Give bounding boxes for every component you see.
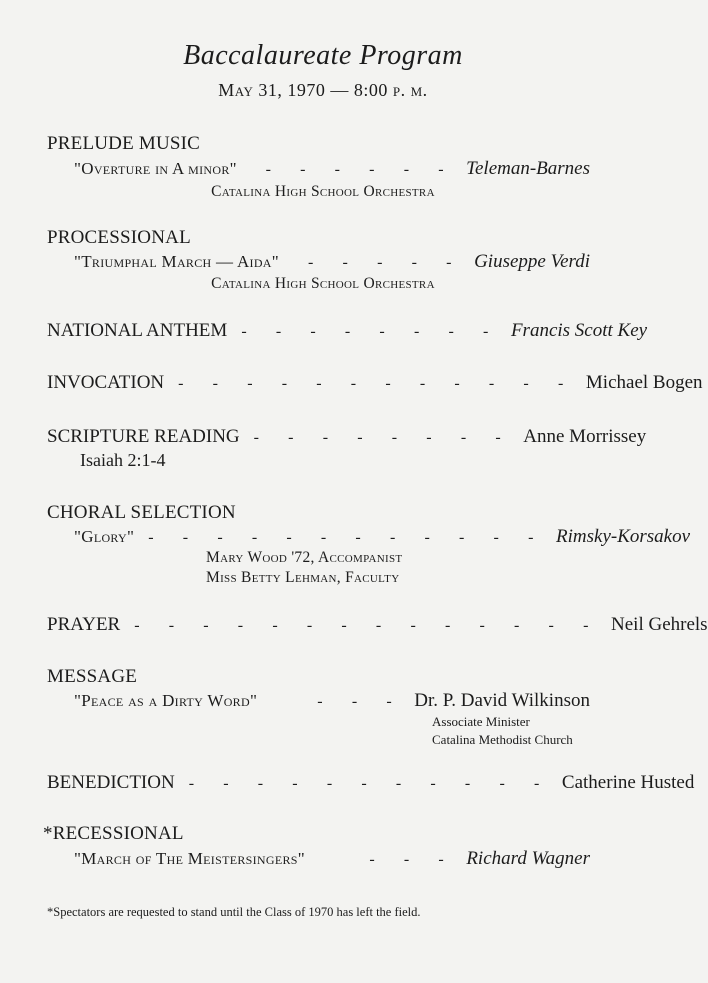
- processional-piece: "Triumphal March — Aida": [74, 252, 280, 271]
- leader-dots: - - - - - - - - - - -: [188, 775, 552, 792]
- anthem-composer: Francis Scott Key: [510, 320, 648, 341]
- message-person: Dr. P. David Wilkinson: [414, 690, 590, 711]
- processional-heading: PROCESSIONAL: [47, 227, 191, 248]
- prelude-composer: Teleman-Barnes: [466, 158, 590, 179]
- prayer-heading: PRAYER: [47, 614, 121, 635]
- leader-dots: - - - - -: [308, 254, 465, 271]
- message-role-2: Catalina Methodist Church: [432, 732, 573, 747]
- leader-dots: - - -: [369, 851, 457, 868]
- processional-row: [74, 251, 590, 275]
- benediction-heading: BENEDICTION: [47, 772, 175, 793]
- scripture-heading: SCRIPTURE READING: [47, 426, 240, 447]
- leader-dots: - - - - - - - -: [241, 323, 501, 340]
- choral-heading: CHORAL SELECTION: [47, 502, 236, 523]
- message-role-1: Associate Minister: [432, 714, 530, 729]
- prelude-heading: PRELUDE MUSIC: [47, 133, 201, 154]
- benediction-row: [47, 772, 695, 796]
- leader-dots: - - - - - -: [265, 161, 457, 178]
- choral-faculty: Miss Betty Lehman, Faculty: [206, 569, 400, 586]
- scripture-reference: Isaiah 2:1-4: [80, 450, 166, 470]
- benediction-person: Catherine Husted: [561, 772, 695, 793]
- leader-dots: - - - - - - - - - - - -: [148, 529, 547, 546]
- processional-performer: Catalina High School Orchestra: [211, 275, 435, 292]
- processional-composer: Giuseppe Verdi: [474, 251, 590, 272]
- program-title: Baccalaureate Program: [183, 40, 463, 71]
- choral-composer: Rimsky-Korsakov: [556, 526, 691, 547]
- message-heading: MESSAGE: [47, 666, 138, 687]
- prelude-row: [74, 158, 590, 182]
- footnote: *Spectators are requested to stand until the Class of 1970 has left the field.: [47, 905, 421, 919]
- recessional-row: [74, 848, 590, 872]
- message-piece: "Peace as a Dirty Word": [74, 691, 258, 710]
- invocation-row: [47, 372, 703, 396]
- invocation-person: Michael Bogen: [585, 372, 703, 393]
- leader-dots: - - -: [317, 693, 405, 710]
- program-date: May 31, 1970 — 8:00 p. m.: [218, 80, 428, 100]
- choral-row: [74, 526, 691, 550]
- anthem-row: [47, 320, 648, 344]
- choral-piece: "Glory": [74, 527, 135, 546]
- message-row: [74, 690, 590, 714]
- prayer-row: [47, 614, 708, 638]
- recessional-composer: Richard Wagner: [466, 848, 590, 869]
- scripture-person: Anne Morrissey: [523, 426, 647, 447]
- anthem-heading: NATIONAL ANTHEM: [47, 320, 228, 341]
- scripture-row: [47, 426, 647, 450]
- leader-dots: - - - - - - - -: [253, 429, 514, 446]
- leader-dots: - - - - - - - - - - - -: [178, 375, 576, 392]
- prayer-person: Neil Gehrels: [611, 614, 708, 635]
- prelude-performer: Catalina High School Orchestra: [211, 183, 435, 200]
- recessional-heading: *RECESSIONAL: [43, 823, 184, 844]
- leader-dots: - - - - - - - - - - - - - -: [134, 617, 602, 634]
- recessional-piece: "March of The Meistersingers": [74, 849, 305, 868]
- invocation-heading: INVOCATION: [47, 372, 165, 393]
- choral-accompanist: Mary Wood '72, Accompanist: [206, 549, 403, 566]
- prelude-piece: "Overture in A minor": [74, 159, 237, 178]
